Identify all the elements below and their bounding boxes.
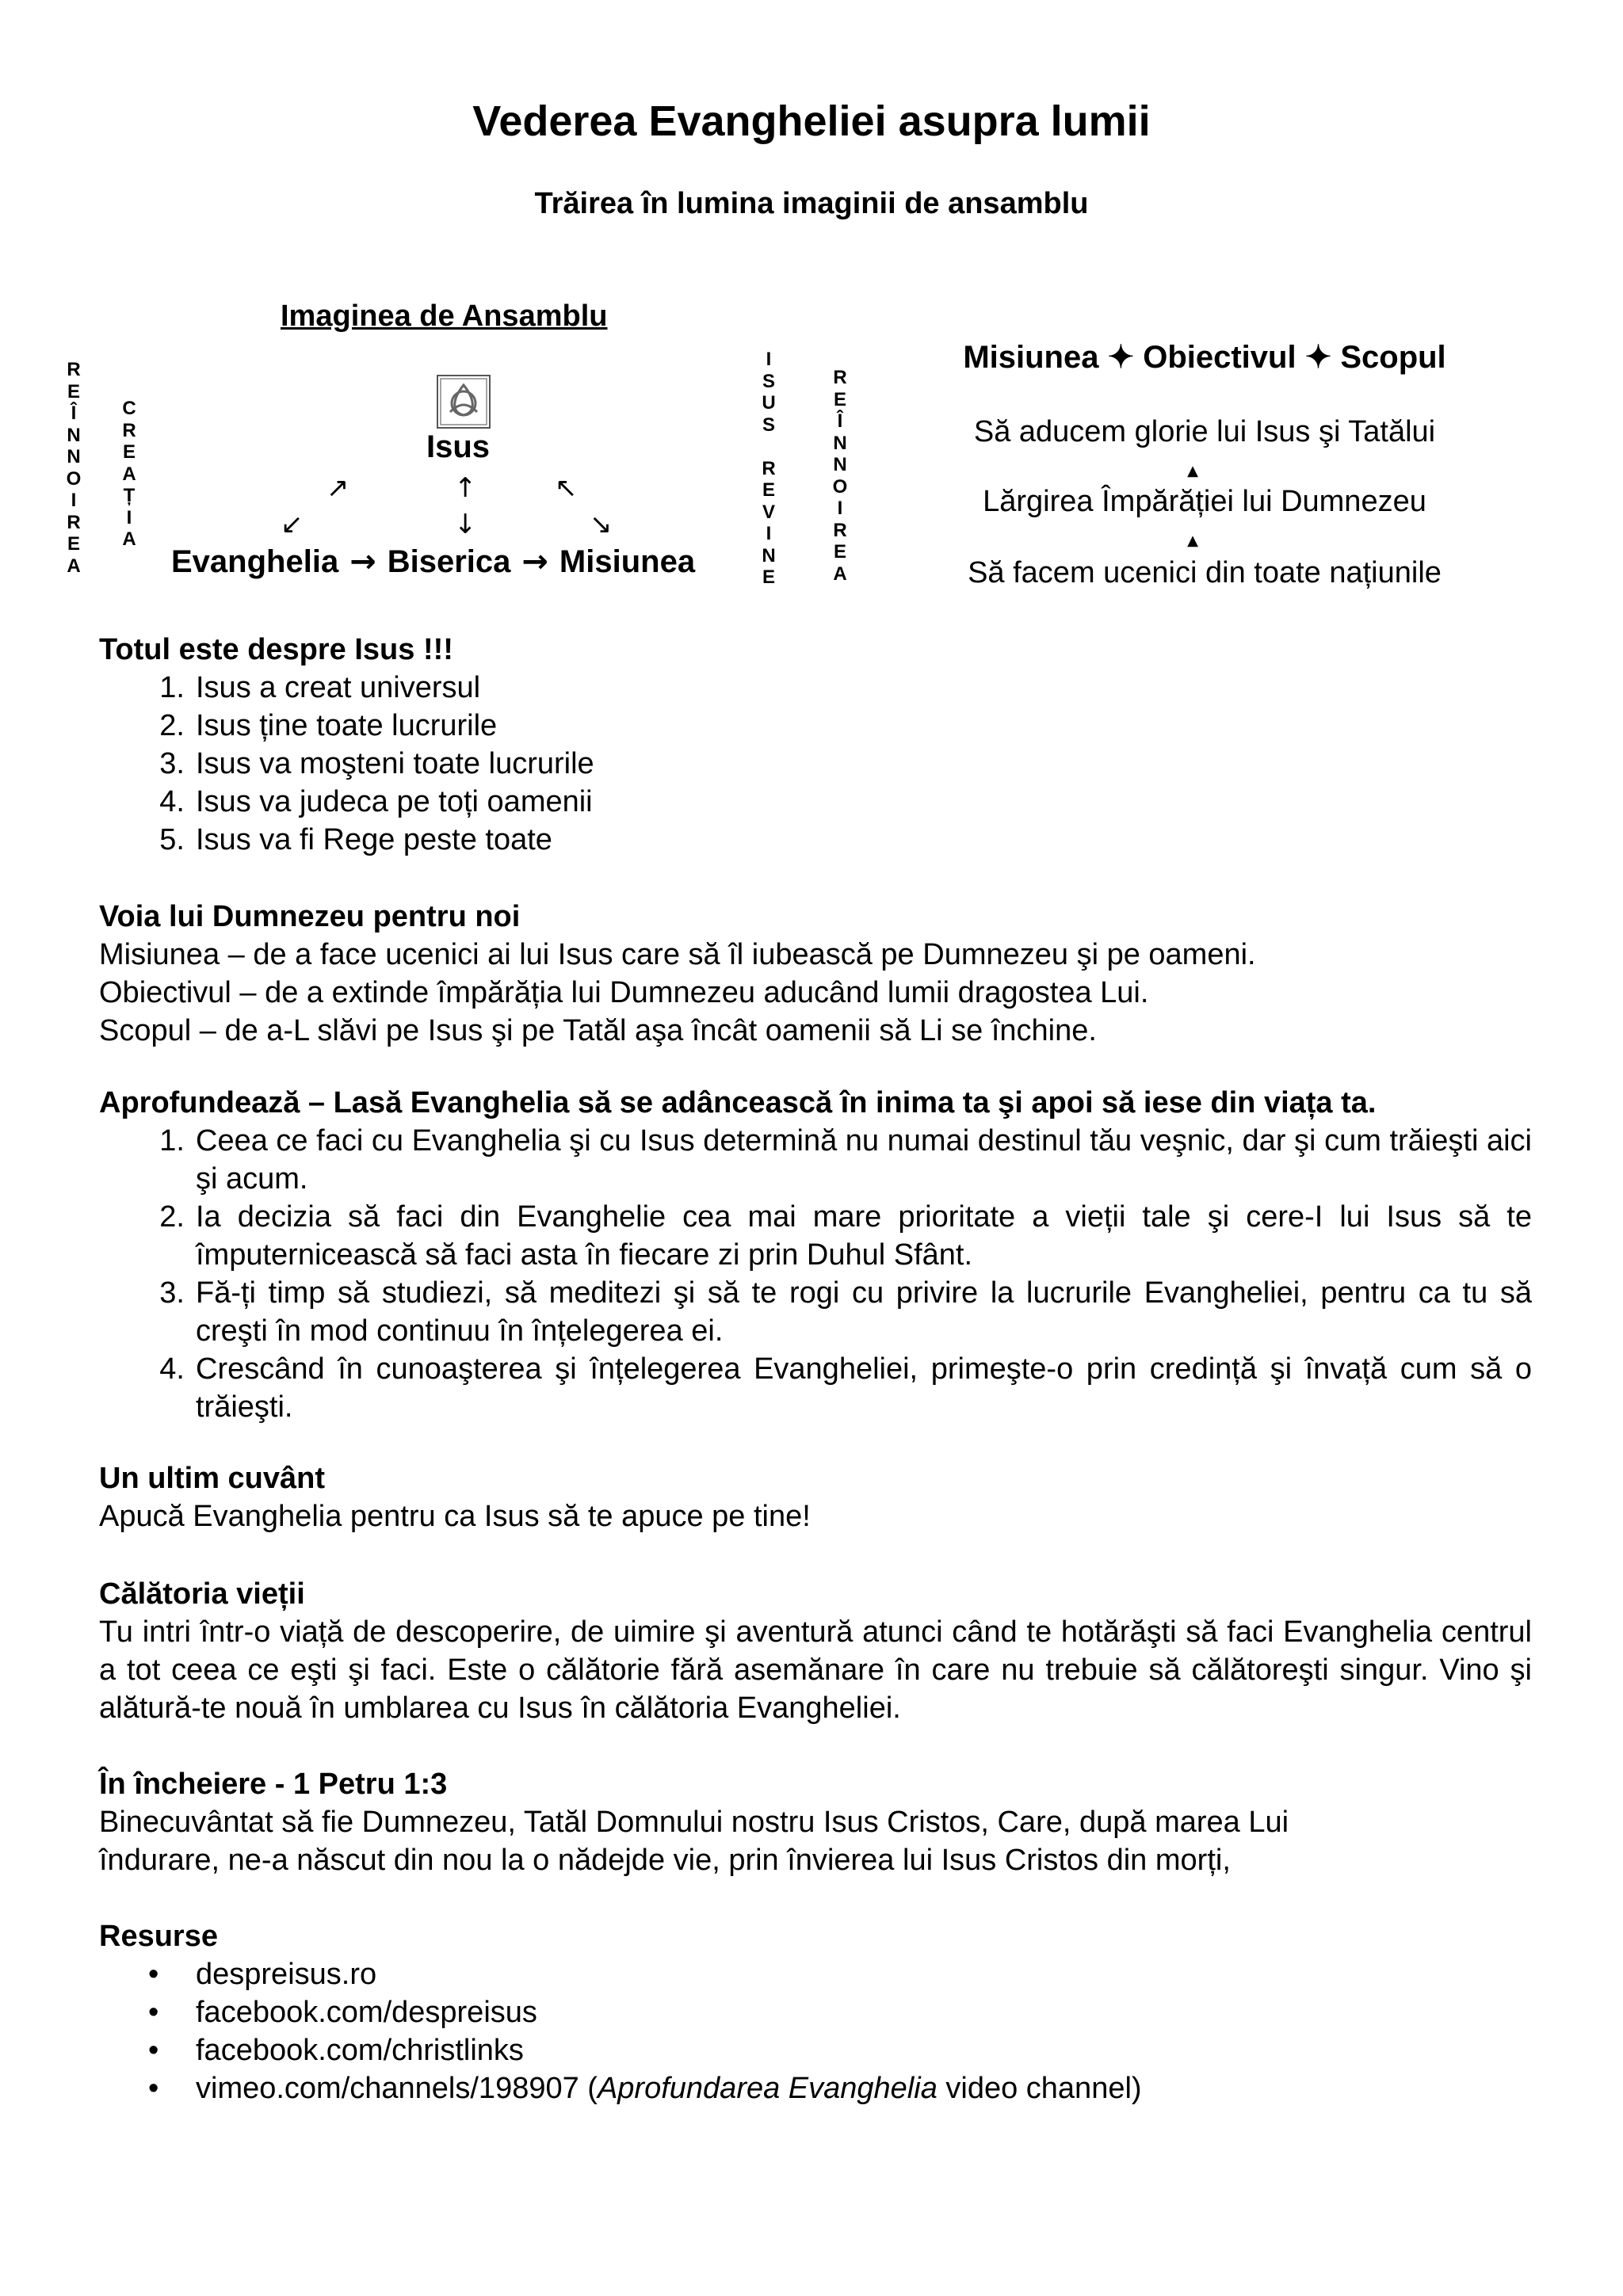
numbered-list — [99, 1122, 1532, 1426]
numbered-list — [99, 669, 1532, 859]
section-resources — [99, 1917, 1532, 2107]
section-gods-will — [99, 898, 1532, 1050]
arrow-down-left-icon: ↙ — [281, 509, 304, 540]
paragraph-line: îndurare, ne-a născut din nou la o nădejde vie, prin învierea lui Isus Cristos din morți, — [99, 1844, 1231, 1877]
list-item: 4. Crescând în cunoaşterea şi înțelegerea Evangheliei, primeşte-o prin credință şi învață cum să o trăieşti. — [159, 1352, 1532, 1424]
resource-link[interactable]: • despreisus.ro — [148, 1958, 377, 1991]
arrow-up-left-icon: ↖ — [555, 472, 578, 504]
section-heading: Călătoria vieții — [99, 1577, 305, 1611]
bullet-list — [99, 1955, 1532, 2107]
section-deepen — [99, 1084, 1532, 1426]
resource-link[interactable]: • facebook.com/christlinks — [148, 2034, 524, 2067]
page-title: Vederea Evangheliei asupra lumii — [472, 97, 1151, 145]
resource-link[interactable]: • facebook.com/despreisus — [148, 1996, 537, 2029]
list-item: 5. Isus va fi Rege peste toate — [159, 823, 552, 856]
mos-line-disciples: Să facem ucenici din toate națiunile — [968, 556, 1442, 589]
list-item: 2. Isus ține toate lucrurile — [159, 709, 498, 742]
page-subtitle: Trăirea în lumina imaginii de ansamblu — [534, 187, 1089, 220]
vertical-text-reinnoirea-right: R E Î N N O I R E A — [832, 367, 848, 585]
mission-objective-purpose-title: Misiunea ✦ Obiectivul ✦ Scopul — [963, 340, 1446, 375]
arrow-down-right-icon: ↘ — [590, 509, 613, 540]
center-label-isus: Isus — [426, 429, 491, 464]
list-item: 3. Fă-ți timp să studiezi, să meditezi şi să te rogi cu privire la lucrurile Evangheliei, pentru ca tu să creşti în mod continuu în înțelegerea ei. — [159, 1276, 1532, 1348]
paragraph-line: Binecuvântat să fie Dumnezeu, Tatăl Domnului nostru Isus Cristos, Care, după marea Lui — [99, 1806, 1289, 1839]
section-heading: Voia lui Dumnezeu pentru noi — [99, 900, 521, 933]
arrow-right-icon: → — [521, 543, 548, 580]
paragraph: Apucă Evanghelia pentru ca Isus să te apuce pe tine! — [99, 1500, 811, 1533]
triangle-up-icon: ▲ — [1187, 463, 1198, 479]
arrow-up-right-icon: ↗ — [327, 472, 349, 504]
section-heading: Aprofundează – Lasă Evanghelia să se adâncească în inima ta şi apoi să iese din viața ta. — [99, 1086, 1377, 1119]
big-picture-title: Imaginea de Ansamblu — [281, 299, 608, 333]
paragraph: Tu intri într-o viață de descoperire, de uimire şi aventură atunci când te hotărăşti să faci Evanghelia centrul a tot ceea ce eşti şi faci. Este o călătorie fără asemănare în care nu trebuie să călătoreşti singur. Vino şi alătură-te nouă în umblarea cu Isus în călătoria Evangheliei. — [99, 1615, 1532, 1725]
section-all-about-jesus — [99, 631, 1532, 859]
list-item: 2. Ia decizia să faci din Evanghelie cea mai mare prioritate a vieții tale şi cere-I lui Isus să te împuternicească să faci asta în fiecare zi prin Duhul Sfânt. — [159, 1200, 1532, 1272]
paragraph-line: Scopul – de a-L slăvi pe Isus şi pe Tatăl aşa încât oamenii să Li se închine. — [99, 1014, 1097, 1047]
section-life-journey — [99, 1575, 1532, 1727]
arrow-up-icon: ↑ — [454, 472, 477, 504]
flow-misiunea: Misiunea — [559, 544, 696, 579]
list-item: 3. Isus va moşteni toate lucrurile — [159, 747, 594, 780]
list-item: 1. Ceea ce faci cu Evanghelia şi cu Isus determină nu numai destinul tău veşnic, dar şi cum trăieşti aici şi acum. — [159, 1124, 1532, 1196]
resource-link[interactable]: • vimeo.com/channels/198907 (Aprofundarea Evanghelia video channel) — [148, 2072, 1142, 2105]
gospel-flow — [171, 543, 695, 580]
list-item: 1. Isus a creat universul — [159, 671, 481, 704]
section-heading: În încheiere - 1 Petru 1:3 — [99, 1768, 448, 1801]
vertical-text-creatia: C R E A Ț I A — [122, 398, 136, 550]
trinity-knot-icon — [436, 374, 491, 429]
triangle-up-icon: ▲ — [1187, 532, 1198, 549]
section-heading: Un ultim cuvânt — [99, 1462, 326, 1495]
flow-evanghelia: Evanghelia — [171, 544, 339, 579]
mos-line-kingdom: Lărgirea Împărăției lui Dumnezeu — [983, 485, 1426, 518]
arrow-down-icon: ↓ — [454, 509, 477, 540]
flow-biserica: Biserica — [387, 544, 511, 579]
vertical-text-isus-revine: I S U S R E V I N E — [762, 349, 776, 588]
paragraph-line: Obiectivul – de a extinde împărăția lui Dumnezeu aducând lumii dragostea Lui. — [99, 976, 1149, 1009]
vertical-text-reinnoirea-left: R E Î N N O I R E A — [66, 359, 82, 577]
paragraph-line: Misiunea – de a face ucenici ai lui Isus care să îl iubească pe Dumnezeu şi pe oameni. — [99, 938, 1256, 971]
arrow-right-icon: → — [349, 543, 376, 580]
section-conclusion — [99, 1765, 1532, 1879]
section-heading: Totul este despre Isus !!! — [99, 633, 453, 666]
list-item: 4. Isus va judeca pe toți oamenii — [159, 785, 593, 818]
section-last-word — [99, 1459, 1532, 1535]
mos-line-glory: Să aducem glorie lui Isus şi Tatălui — [973, 415, 1436, 448]
section-heading: Resurse — [99, 1920, 218, 1953]
